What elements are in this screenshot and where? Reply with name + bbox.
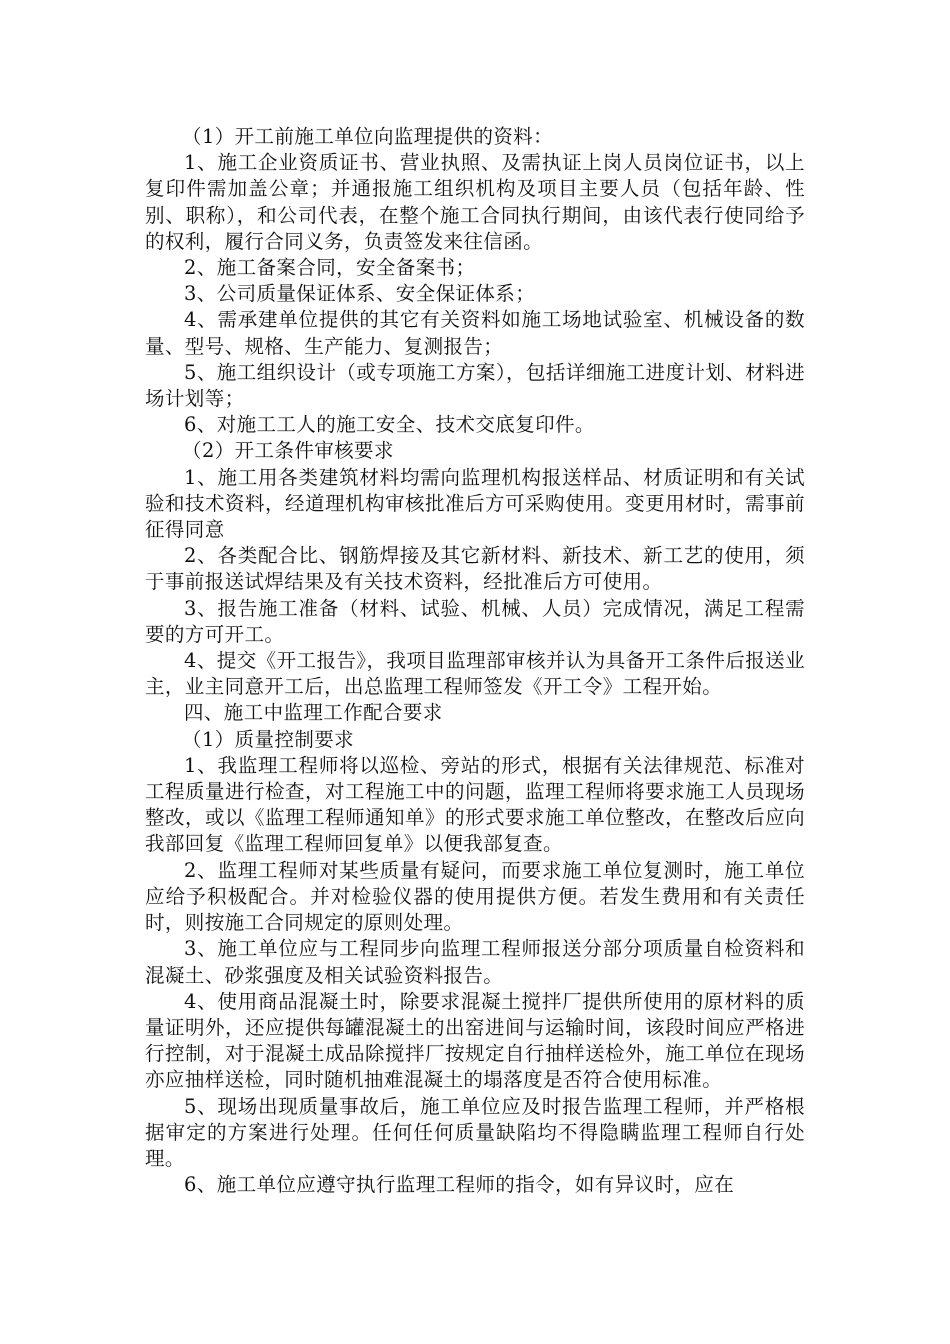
paragraph: 1、施工企业资质证书、营业执照、及需执证上岗人员岗位证书，以上复印件需加盖公章；并通报施工组织机构及项目主要人员（包括年龄、性别、职称），和公司代表，在整个施工合同执行期间，由该代表行使同给予的权利，履行合同义务，负责签发来往信函。: [145, 151, 805, 253]
paragraph: 4、使用商品混凝土时，除要求混凝土搅拌厂提供所使用的原材料的质量证明外，还应提供每罐混凝土的出窑进间与运输时间，该段时间应严格进行控制，对于混凝土成品除搅拌厂按规定自行抽样送检外，施工单位在现场亦应抽样送检，同时随机抽难混凝土的塌落度是否符合使用标准。: [145, 989, 805, 1092]
paragraph: 4、提交《开工报告》，我项目监理部审核并认为具备开工条件后报送业主，业主同意开工后，出总监理工程师签发《开工令》工程开始。: [145, 649, 805, 699]
paragraph: 6、施工单位应遵守执行监理工程师的指令，如有异议时，应在: [184, 1173, 735, 1197]
paragraph: 3、施工单位应与工程同步向监理工程师报送分部分项质量自检资料和混凝土、砂浆强度及相关试验资料报告。: [145, 937, 805, 987]
document-body: [145, 124, 805, 1198]
paragraph: 2、监理工程师对某些质量有疑问，而要求施工单位复测时，施工单位应给予积极配合。并对检验仪器的使用提供方便。若发生费用和有关责任时，则按施工合同规定的原则处理。: [145, 858, 805, 935]
paragraph: 1、施工用各类建筑材料均需向监理机构报送样品、材质证明和有关试验和技术资料，经道理机构审核批准后方可采购使用。变更用材时，需事前征得同意: [145, 465, 805, 542]
paragraph: 5、施工组织设计（或专项施工方案），包括详细施工进度计划、材料进场计划等；: [145, 360, 805, 411]
paragraph: 2、施工备案合同，安全备案书；: [184, 256, 476, 280]
paragraph: 2、各类配合比、钢筋焊接及其它新材料、新技术、新工艺的使用，须于事前报送试焊结果及有关技术资料，经批准后方可使用。: [145, 544, 805, 594]
section-heading: 四、施工中监理工作配合要求: [184, 701, 443, 725]
paragraph: 5、现场出现质量事故后，施工单位应及时报告监理工程师，并严格根据审定的方案进行处理。任何任何质量缺陷均不得隐瞒监理工程师自行处理。: [145, 1094, 805, 1170]
paragraph: 3、报告施工准备（材料、试验、机械、人员）完成情况，满足工程需要的方可开工。: [145, 596, 805, 646]
paragraph: 4、需承建单位提供的其它有关资料如施工场地试验室、机械设备的数量、型号、规格、生产能力、复测报告；: [145, 308, 805, 358]
paragraph: 3、公司质量保证体系、安全保证体系；: [184, 282, 536, 306]
paragraph: 6、对施工工人的施工安全、技术交底复印件。: [184, 413, 595, 437]
paragraph: 1、我监理工程师将以巡检、旁站的形式，根据有关法律规范、标准对工程质量进行检查，对工程施工中的问题，监理工程师将要求施工人员现场整改，或以《监理工程师通知单》的形式要求施工单位整改，在整改后应向我部回复《监理工程师回复单》以便我部复查。: [145, 753, 805, 856]
section-heading: （2）开工条件审核要求: [182, 439, 394, 463]
section-heading: （1）质量控制要求: [182, 727, 355, 751]
section-heading: （1）开工前施工单位向监理提供的资料：: [182, 125, 554, 148]
